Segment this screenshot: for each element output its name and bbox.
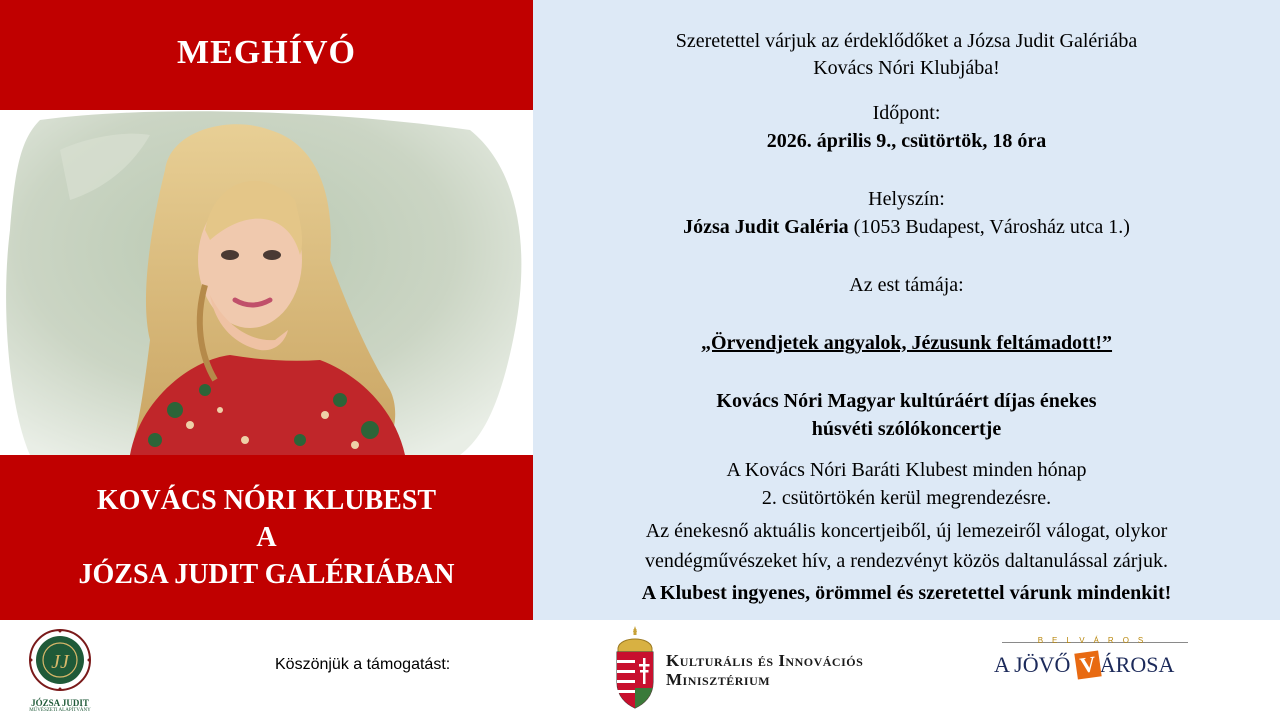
invitation-title: MEGHÍVÓ	[177, 34, 356, 71]
place-address: (1053 Budapest, Városház utca 1.)	[848, 216, 1130, 238]
time-label: Időpont:	[872, 102, 941, 124]
desc-line-4: vendégművészeket hív, a rendezvényt közös daltanulással zárjuk.	[645, 550, 1168, 572]
place-label: Helyszín:	[868, 188, 945, 210]
desc-line-3: Az énekesnő aktuális koncertjeiből, új lemezeiről válogat, olykor	[645, 520, 1168, 542]
city-logo	[992, 636, 1198, 696]
foundation-logo	[24, 628, 96, 720]
place-name: Józsa Judit Galéria	[683, 216, 849, 238]
concert-line-2: húsvéti szólókoncertje	[811, 418, 1002, 440]
foundation-subtitle: MŰVÉSZETI ALAPÍTVÁNY	[29, 708, 91, 713]
event-title-line-2: A	[256, 522, 277, 553]
ministry-name-line-1: Kulturális és Innovációs	[666, 651, 864, 670]
intro-line-1: Szeretettel várjuk az érdeklődőket a Józsa Judit Galériába	[675, 30, 1138, 52]
city-logo-v: V	[1074, 650, 1101, 679]
time-value: 2026. április 9., csütörtök, 18 óra	[766, 130, 1047, 152]
theme-title: „Örvendjetek angyalok, Jézusunk feltámadott!”	[700, 332, 1113, 354]
city-logo-post: ÁROSA	[1099, 652, 1175, 677]
desc-line-1: A Kovács Nóri Baráti Klubest minden hónap	[726, 459, 1087, 481]
foundation-name: JÓZSA JUDIT	[31, 698, 89, 708]
concert-line-1: Kovács Nóri Magyar kultúráért díjas énekes	[716, 390, 1097, 412]
city-logo-top: BELVÁROS	[1037, 636, 1153, 645]
theme-label: Az est támája:	[849, 274, 964, 296]
foundation-seal-icon	[24, 628, 96, 692]
ministry-logo	[612, 624, 902, 714]
svg-text:JJ: JJ	[51, 651, 69, 673]
title-banner	[0, 0, 533, 110]
event-title-line-1: KOVÁCS NÓRI KLUBEST	[96, 485, 437, 516]
event-title-line-3: JÓZSA JUDIT GALÉRIÁBAN	[78, 559, 455, 590]
event-title-banner	[0, 455, 533, 620]
thanks-text: Köszönjük a támogatást:	[275, 656, 451, 673]
ministry-name-line-2: Minisztérium	[666, 670, 771, 689]
place-value	[533, 216, 1280, 239]
city-logo-pre: A JÖVŐ	[994, 652, 1071, 677]
hungarian-coat-of-arms-icon	[612, 624, 658, 710]
intro-line-2: Kovács Nóri Klubjába!	[813, 57, 1000, 79]
singer-photo	[0, 110, 533, 455]
closing-line: A Klubest ingyenes, örömmel és szeretettel várunk mindenkit!	[641, 582, 1172, 604]
city-logo-main	[994, 652, 1174, 678]
desc-line-2: 2. csütörtökén kerül megrendezésre.	[761, 487, 1052, 509]
